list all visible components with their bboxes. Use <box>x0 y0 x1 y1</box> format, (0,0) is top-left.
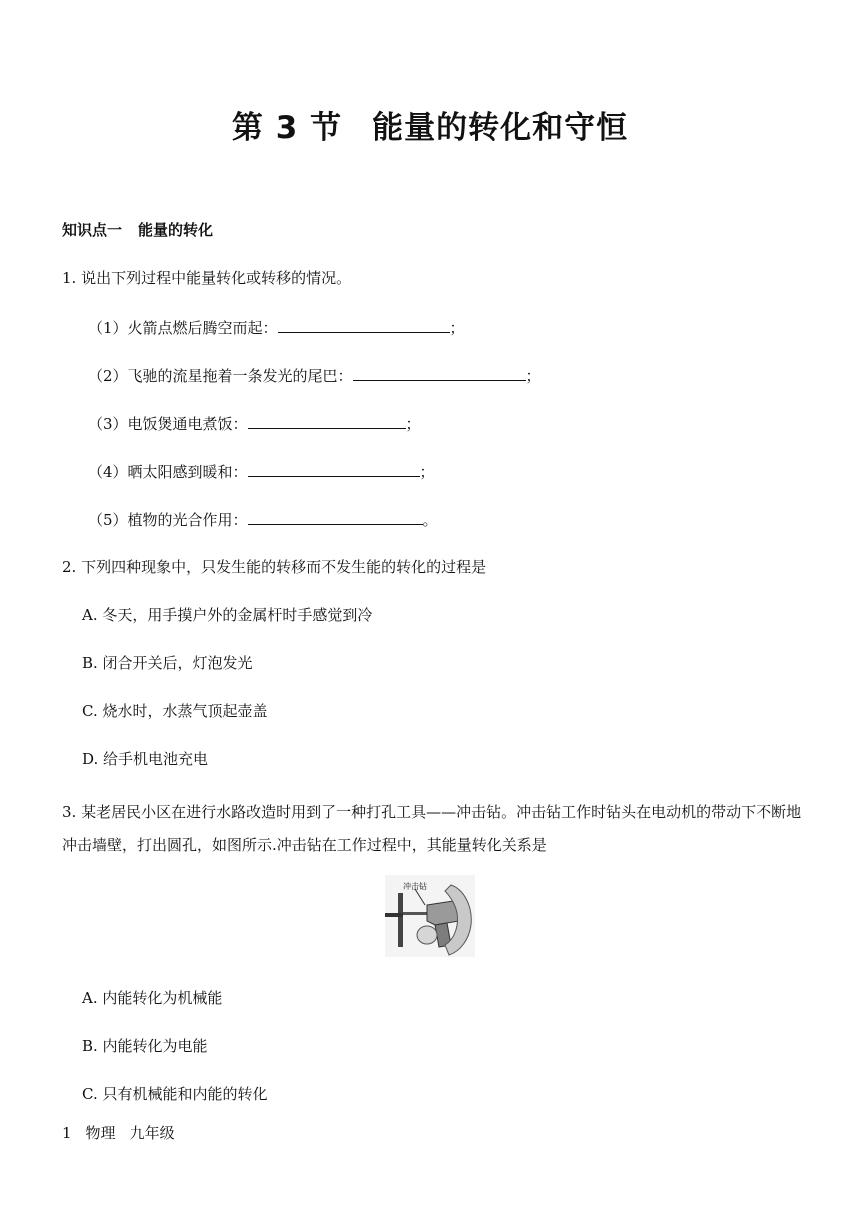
question-2-option-c: C. 烧水时，水蒸气顶起壶盖 <box>82 702 268 720</box>
item-text: （2）飞驰的流星拖着一条发光的尾巴： <box>88 367 353 385</box>
answer-blank <box>248 508 423 525</box>
answer-blank <box>353 364 526 381</box>
question-3-option-b: B. 内能转化为电能 <box>82 1037 208 1055</box>
question-1-stem: 1. 说出下列过程中能量转化或转移的情况。 <box>62 269 352 287</box>
answer-blank <box>248 460 420 477</box>
question-1-item-2 <box>88 364 541 387</box>
item-end: ； <box>419 463 435 481</box>
page-number: 1 <box>62 1124 72 1142</box>
item-end: ； <box>525 367 541 385</box>
question-1-item-5 <box>88 508 438 531</box>
question-1-item-4 <box>88 460 435 483</box>
page-footer <box>62 1122 175 1143</box>
item-text: （3）电饭煲通电煮饭： <box>88 415 248 433</box>
question-2-option-b: B. 闭合开关后，灯泡发光 <box>82 654 253 672</box>
footer-subject: 物理 <box>85 1124 116 1142</box>
item-text: （5）植物的光合作用： <box>88 511 248 529</box>
title-section-number: 第 3 节 <box>231 110 343 146</box>
question-2-option-d: D. 给手机电池充电 <box>82 750 209 768</box>
item-end: ； <box>405 415 421 433</box>
title-text: 能量的转化和守恒 <box>372 110 629 146</box>
impact-drill-figure <box>385 875 475 957</box>
question-3-option-c: C. 只有机械能和内能的转化 <box>82 1085 268 1103</box>
item-text: （1）火箭点燃后腾空而起： <box>88 319 278 337</box>
question-3-option-a: A. 内能转化为机械能 <box>82 989 223 1007</box>
section-label: 知识点一 <box>62 221 123 239</box>
page-title <box>0 102 860 147</box>
item-end: ； <box>449 319 465 337</box>
question-1-item-3 <box>88 412 421 435</box>
question-2-option-a: A. 冬天，用手摸户外的金属杆时手感觉到冷 <box>82 606 373 624</box>
section-heading <box>62 219 213 240</box>
question-2-stem: 2. 下列四种现象中，只发生能的转移而不发生能的转化的过程是 <box>62 558 487 576</box>
answer-blank <box>278 316 450 333</box>
item-text: （4）晒太阳感到暖和： <box>88 463 248 481</box>
section-name: 能量的转化 <box>138 221 214 239</box>
question-3-stem: 3. 某老居民小区在进行水路改造时用到了一种打孔工具——冲击钻。冲击钻工作时钻头在电动机的带动下不断地冲击墙壁，打出圆孔，如图所示.冲击钻在工作过程中，其能量转化关系是 <box>62 803 802 854</box>
figure-label: 冲击钻 <box>403 882 427 891</box>
item-end: 。 <box>422 511 438 529</box>
question-1-item-1 <box>88 316 465 339</box>
answer-blank <box>248 412 406 429</box>
footer-grade: 九年级 <box>129 1124 175 1142</box>
